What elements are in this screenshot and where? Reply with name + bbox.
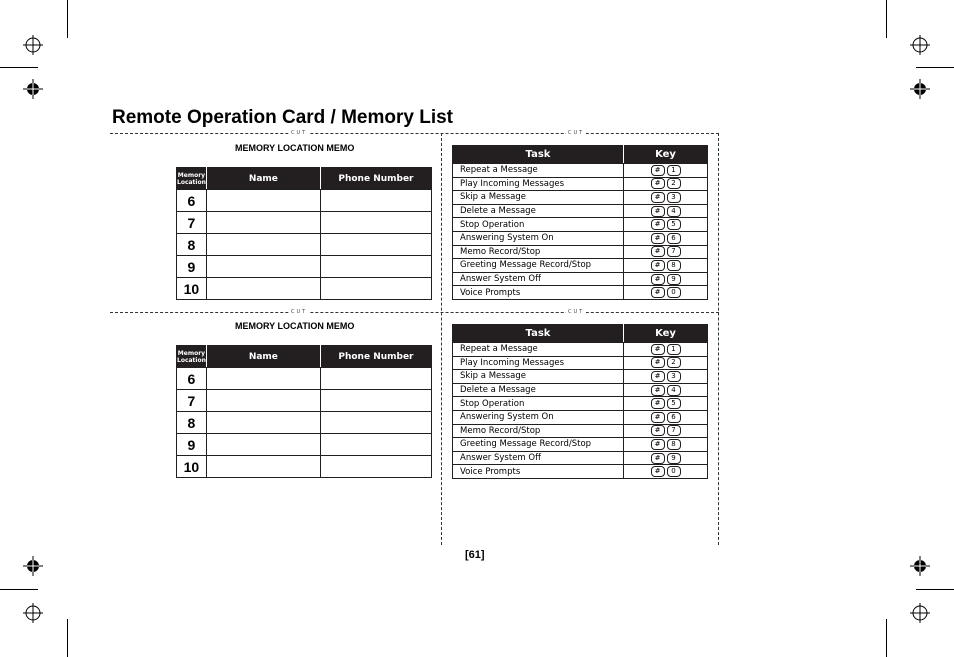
name-cell[interactable] xyxy=(206,190,320,212)
phone-cell[interactable] xyxy=(320,368,431,390)
trim-mark xyxy=(886,0,887,38)
key-cell xyxy=(624,465,708,479)
memory-location-number: 7 xyxy=(177,212,207,234)
key-cell xyxy=(624,191,708,205)
digit-key-icon: 5 xyxy=(667,219,681,230)
task-header: Task xyxy=(453,325,624,343)
digit-key-icon: 9 xyxy=(667,274,681,285)
name-cell[interactable] xyxy=(206,278,320,300)
remote-operation-table xyxy=(452,145,708,300)
memory-location-number: 6 xyxy=(177,190,207,212)
key-cell xyxy=(624,245,708,259)
task-cell: Memo Record/Stop xyxy=(453,245,624,259)
key-cell xyxy=(624,218,708,232)
phone-cell[interactable] xyxy=(320,390,431,412)
table-row xyxy=(177,456,432,478)
table-row xyxy=(177,256,432,278)
phone-cell[interactable] xyxy=(320,434,431,456)
key-cell xyxy=(624,370,708,384)
table-row xyxy=(177,278,432,300)
table-row xyxy=(177,412,432,434)
page-number: [61] xyxy=(465,549,485,561)
table-row xyxy=(453,343,708,357)
task-header: Task xyxy=(453,146,624,164)
task-cell: Voice Prompts xyxy=(453,286,624,300)
key-cell xyxy=(624,343,708,357)
cut-line-top xyxy=(110,133,719,134)
memory-table xyxy=(176,345,432,478)
table-row xyxy=(453,410,708,424)
pound-key-icon: # xyxy=(651,178,665,189)
task-cell: Greeting Message Record/Stop xyxy=(453,438,624,452)
name-cell[interactable] xyxy=(206,412,320,434)
task-cell: Stop Operation xyxy=(453,218,624,232)
pound-key-icon: # xyxy=(651,287,665,298)
key-cell xyxy=(624,177,708,191)
digit-key-icon: 8 xyxy=(667,260,681,271)
table-row xyxy=(453,397,708,411)
table-row xyxy=(453,286,708,300)
table-header-row xyxy=(177,168,432,190)
pound-key-icon: # xyxy=(651,385,665,396)
memory-location-number: 6 xyxy=(177,368,207,390)
pound-key-icon: # xyxy=(651,274,665,285)
cut-label: CUT xyxy=(291,309,308,315)
digit-key-icon: 5 xyxy=(667,398,681,409)
digit-key-icon: 1 xyxy=(667,344,681,355)
digit-key-icon: 4 xyxy=(667,385,681,396)
memory-location-number: 10 xyxy=(177,456,207,478)
key-cell xyxy=(624,356,708,370)
key-cell xyxy=(624,383,708,397)
memory-location-number: 9 xyxy=(177,434,207,456)
remote-operation-table xyxy=(452,324,708,479)
task-cell: Repeat a Message xyxy=(453,343,624,357)
table-row xyxy=(453,204,708,218)
table-row xyxy=(453,370,708,384)
pound-key-icon: # xyxy=(651,398,665,409)
digit-key-icon: 9 xyxy=(667,453,681,464)
memory-location-number: 8 xyxy=(177,234,207,256)
trim-mark xyxy=(886,619,887,657)
table-row xyxy=(177,368,432,390)
pound-key-icon: # xyxy=(651,466,665,477)
task-cell: Repeat a Message xyxy=(453,164,624,178)
registration-mark-icon xyxy=(910,603,930,623)
phone-cell[interactable] xyxy=(320,190,431,212)
digit-key-icon: 0 xyxy=(667,466,681,477)
task-cell: Skip a Message xyxy=(453,370,624,384)
name-cell[interactable] xyxy=(206,212,320,234)
registration-dot-icon xyxy=(910,79,930,99)
cut-label: CUT xyxy=(568,130,585,136)
table-row xyxy=(453,438,708,452)
cut-label: CUT xyxy=(291,130,308,136)
pound-key-icon: # xyxy=(651,439,665,450)
digit-key-icon: 7 xyxy=(667,425,681,436)
trim-mark xyxy=(0,589,38,590)
phone-number-header: Phone Number xyxy=(320,168,431,190)
table-row xyxy=(453,356,708,370)
table-row xyxy=(453,272,708,286)
pound-key-icon: # xyxy=(651,357,665,368)
memory-location-number: 7 xyxy=(177,390,207,412)
registration-dot-icon xyxy=(23,556,43,576)
name-cell[interactable] xyxy=(206,256,320,278)
table-row xyxy=(453,451,708,465)
table-row xyxy=(453,164,708,178)
trim-mark xyxy=(0,67,38,68)
digit-key-icon: 2 xyxy=(667,178,681,189)
task-cell: Answer System Off xyxy=(453,272,624,286)
digit-key-icon: 6 xyxy=(667,412,681,423)
key-cell xyxy=(624,438,708,452)
pound-key-icon: # xyxy=(651,233,665,244)
phone-cell[interactable] xyxy=(320,278,431,300)
task-cell: Answering System On xyxy=(453,410,624,424)
task-cell: Skip a Message xyxy=(453,191,624,205)
phone-cell[interactable] xyxy=(320,256,431,278)
page-title: Remote Operation Card / Memory List xyxy=(112,107,454,128)
name-header: Name xyxy=(206,168,320,190)
table-row xyxy=(177,212,432,234)
memory-location-header: Memory Location xyxy=(177,168,207,190)
name-cell[interactable] xyxy=(206,234,320,256)
registration-mark-icon xyxy=(23,603,43,623)
digit-key-icon: 6 xyxy=(667,233,681,244)
task-cell: Memo Record/Stop xyxy=(453,424,624,438)
memory-location-header: Memory Location xyxy=(177,346,207,368)
key-cell xyxy=(624,410,708,424)
pound-key-icon: # xyxy=(651,260,665,271)
trim-mark xyxy=(916,67,954,68)
task-cell: Answer System Off xyxy=(453,451,624,465)
table-row xyxy=(177,190,432,212)
digit-key-icon: 4 xyxy=(667,206,681,217)
phone-cell[interactable] xyxy=(320,234,431,256)
key-cell xyxy=(624,272,708,286)
key-cell xyxy=(624,397,708,411)
phone-cell[interactable] xyxy=(320,412,431,434)
pound-key-icon: # xyxy=(651,425,665,436)
trim-mark xyxy=(916,589,954,590)
table-row xyxy=(453,465,708,479)
phone-number-header: Phone Number xyxy=(320,346,431,368)
key-cell xyxy=(624,164,708,178)
memory-location-number: 10 xyxy=(177,278,207,300)
cut-label: CUT xyxy=(568,309,585,315)
pound-key-icon: # xyxy=(651,246,665,257)
table-row xyxy=(453,177,708,191)
pound-key-icon: # xyxy=(651,219,665,230)
memory-location-number: 8 xyxy=(177,412,207,434)
pound-key-icon: # xyxy=(651,412,665,423)
phone-cell[interactable] xyxy=(320,456,431,478)
digit-key-icon: 0 xyxy=(667,287,681,298)
registration-dot-icon xyxy=(910,556,930,576)
registration-dot-icon xyxy=(23,79,43,99)
key-cell xyxy=(624,231,708,245)
name-cell[interactable] xyxy=(206,368,320,390)
memo-heading: MEMORY LOCATION MEMO xyxy=(235,143,355,153)
cut-line-center xyxy=(441,133,442,545)
cut-line-right xyxy=(718,133,719,545)
name-header: Name xyxy=(206,346,320,368)
table-row xyxy=(177,434,432,456)
memory-table xyxy=(176,167,432,300)
digit-key-icon: 1 xyxy=(667,165,681,176)
pound-key-icon: # xyxy=(651,206,665,217)
memory-location-number: 9 xyxy=(177,256,207,278)
table-row xyxy=(453,245,708,259)
task-cell: Delete a Message xyxy=(453,204,624,218)
digit-key-icon: 7 xyxy=(667,246,681,257)
key-cell xyxy=(624,286,708,300)
task-cell: Voice Prompts xyxy=(453,465,624,479)
trim-mark xyxy=(67,619,68,657)
key-cell xyxy=(624,424,708,438)
table-row xyxy=(453,424,708,438)
pound-key-icon: # xyxy=(651,371,665,382)
table-header-row xyxy=(177,346,432,368)
task-cell: Stop Operation xyxy=(453,397,624,411)
task-cell: Delete a Message xyxy=(453,383,624,397)
name-cell[interactable] xyxy=(206,390,320,412)
pound-key-icon: # xyxy=(651,453,665,464)
digit-key-icon: 3 xyxy=(667,371,681,382)
key-cell xyxy=(624,204,708,218)
table-header-row xyxy=(453,325,708,343)
task-cell: Greeting Message Record/Stop xyxy=(453,259,624,273)
phone-cell[interactable] xyxy=(320,212,431,234)
pound-key-icon: # xyxy=(651,192,665,203)
table-row xyxy=(453,383,708,397)
key-header: Key xyxy=(624,146,708,164)
table-row xyxy=(177,234,432,256)
registration-mark-icon xyxy=(910,35,930,55)
task-cell: Answering System On xyxy=(453,231,624,245)
memo-heading: MEMORY LOCATION MEMO xyxy=(235,321,355,331)
table-row xyxy=(453,231,708,245)
table-row xyxy=(453,191,708,205)
key-cell xyxy=(624,451,708,465)
pound-key-icon: # xyxy=(651,165,665,176)
table-row xyxy=(453,259,708,273)
pound-key-icon: # xyxy=(651,344,665,355)
name-cell[interactable] xyxy=(206,434,320,456)
task-cell: Play Incoming Messages xyxy=(453,177,624,191)
trim-mark xyxy=(67,0,68,38)
key-header: Key xyxy=(624,325,708,343)
digit-key-icon: 3 xyxy=(667,192,681,203)
digit-key-icon: 8 xyxy=(667,439,681,450)
table-row xyxy=(453,218,708,232)
task-cell: Play Incoming Messages xyxy=(453,356,624,370)
table-row xyxy=(177,390,432,412)
cut-line-middle xyxy=(110,312,719,313)
key-cell xyxy=(624,259,708,273)
name-cell[interactable] xyxy=(206,456,320,478)
table-header-row xyxy=(453,146,708,164)
registration-mark-icon xyxy=(23,35,43,55)
digit-key-icon: 2 xyxy=(667,357,681,368)
